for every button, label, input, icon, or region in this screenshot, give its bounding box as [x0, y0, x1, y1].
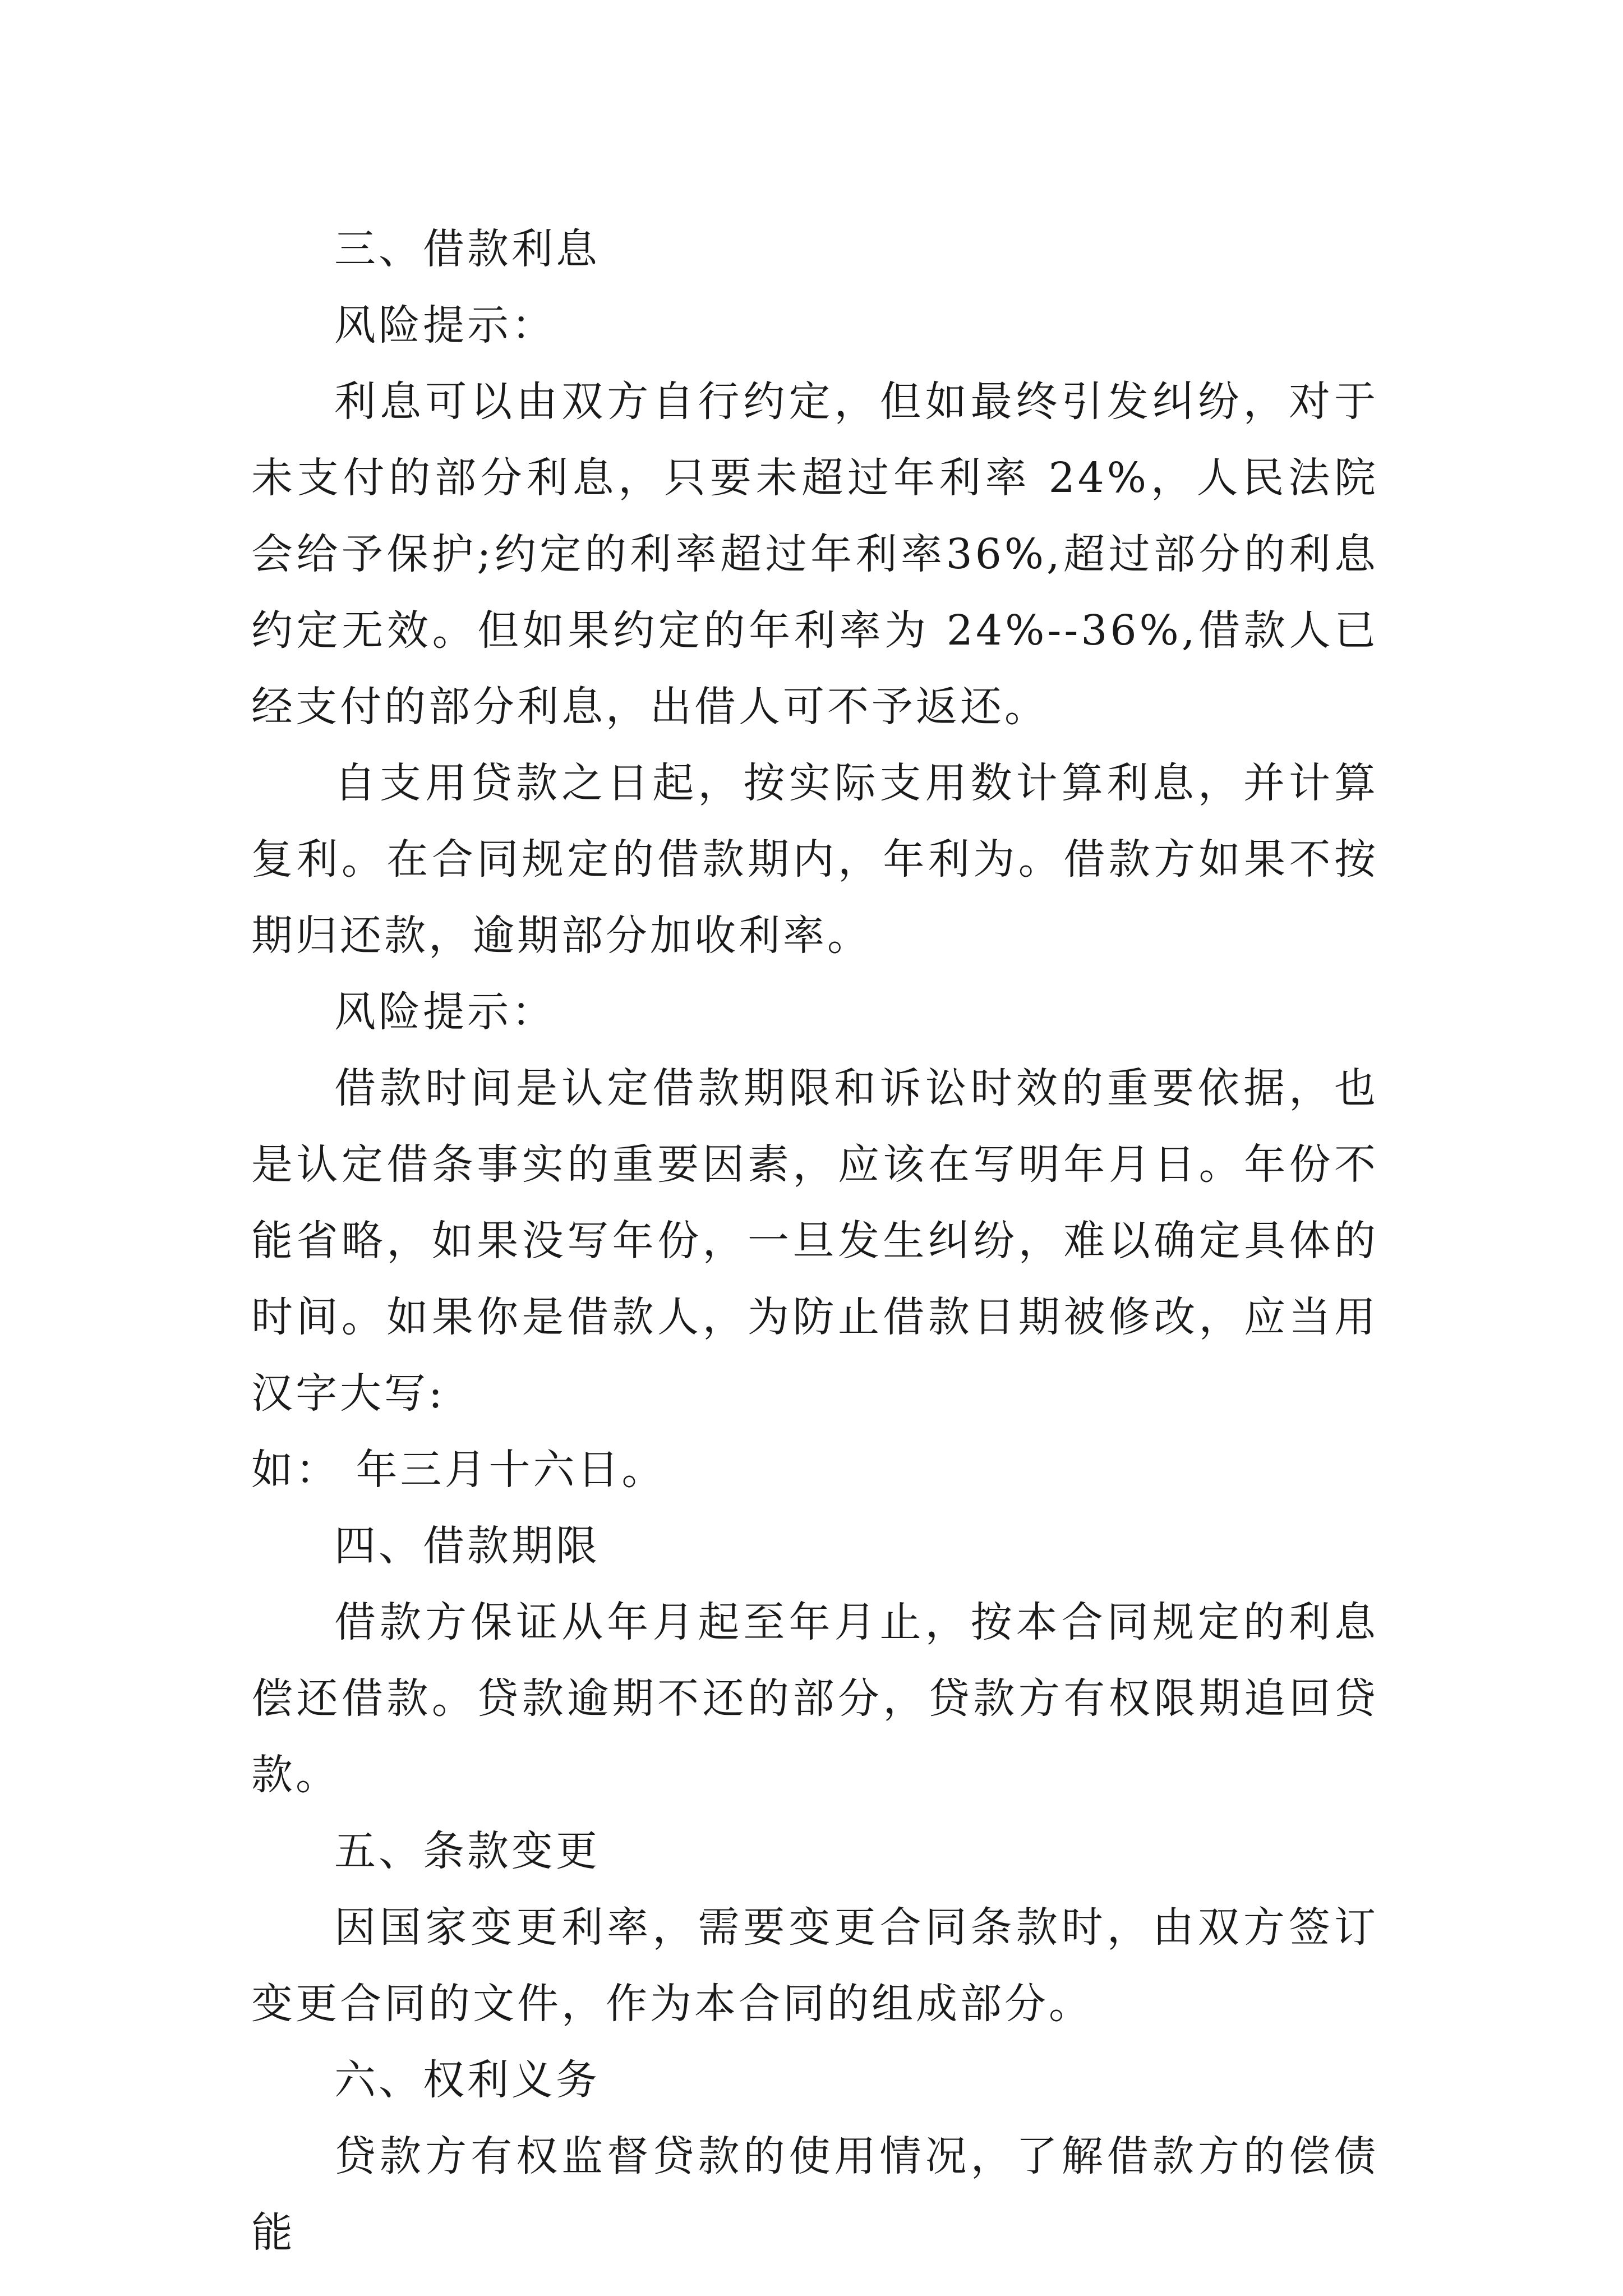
section-heading-interest: 三、借款利息 — [334, 225, 600, 273]
paragraph-interest-risk: 利息可以由双方自行约定，但如最终引发纠纷，对于未支付的部分利息，只要未超过年利率 24%，人民法院会给予保护;约定的利率超过年利率36%,超过部分的利息约定无效。但如果约定的年利率为 24%--36%,借款人已经支付的部分利息，出借人可不予返还。 — [251, 378, 1378, 731]
paragraph-terms-change: 因国家变更利率，需要变更合同条款时，由双方签订变更合同的文件，作为本合同的组成部分。 — [251, 1903, 1378, 2028]
paragraph-rights-obligations: 贷款方有权监督贷款的使用情况，了解借款方的偿债能 — [251, 2132, 1378, 2257]
section-heading-loan-term: 四、借款期限 — [334, 1522, 600, 1570]
risk-notice-label: 风险提示： — [334, 301, 556, 349]
section-heading-terms-change: 五、条款变更 — [334, 1827, 600, 1875]
paragraph-loan-date-risk: 借款时间是认定借款期限和诉讼时效的重要依据，也是认定借条事实的重要因素，应该在写明年月日。年份不能省略，如果没写年份，一旦发生纠纷，难以确定具体的时间。如果你是借款人，为防止借款日期被修改，应当用汉字大写: — [251, 1064, 1378, 1418]
paragraph-interest-calculation: 自支用贷款之日起，按实际支用数计算利息，并计算复利。在合同规定的借款期内，年利为。借款方如果不按期归还款，逾期部分加收利率。 — [251, 759, 1378, 960]
risk-notice-label: 风险提示： — [334, 988, 556, 1036]
section-heading-rights-obligations: 六、权利义务 — [334, 2056, 600, 2104]
paragraph-loan-term: 借款方保证从年月起至年月止，按本合同规定的利息偿还借款。贷款逾期不还的部分，贷款方有权限期追回贷款。 — [251, 1598, 1378, 1799]
paragraph-date-example: 如： 年三月十六日。 — [251, 1446, 666, 1494]
document-body — [251, 211, 1378, 2271]
